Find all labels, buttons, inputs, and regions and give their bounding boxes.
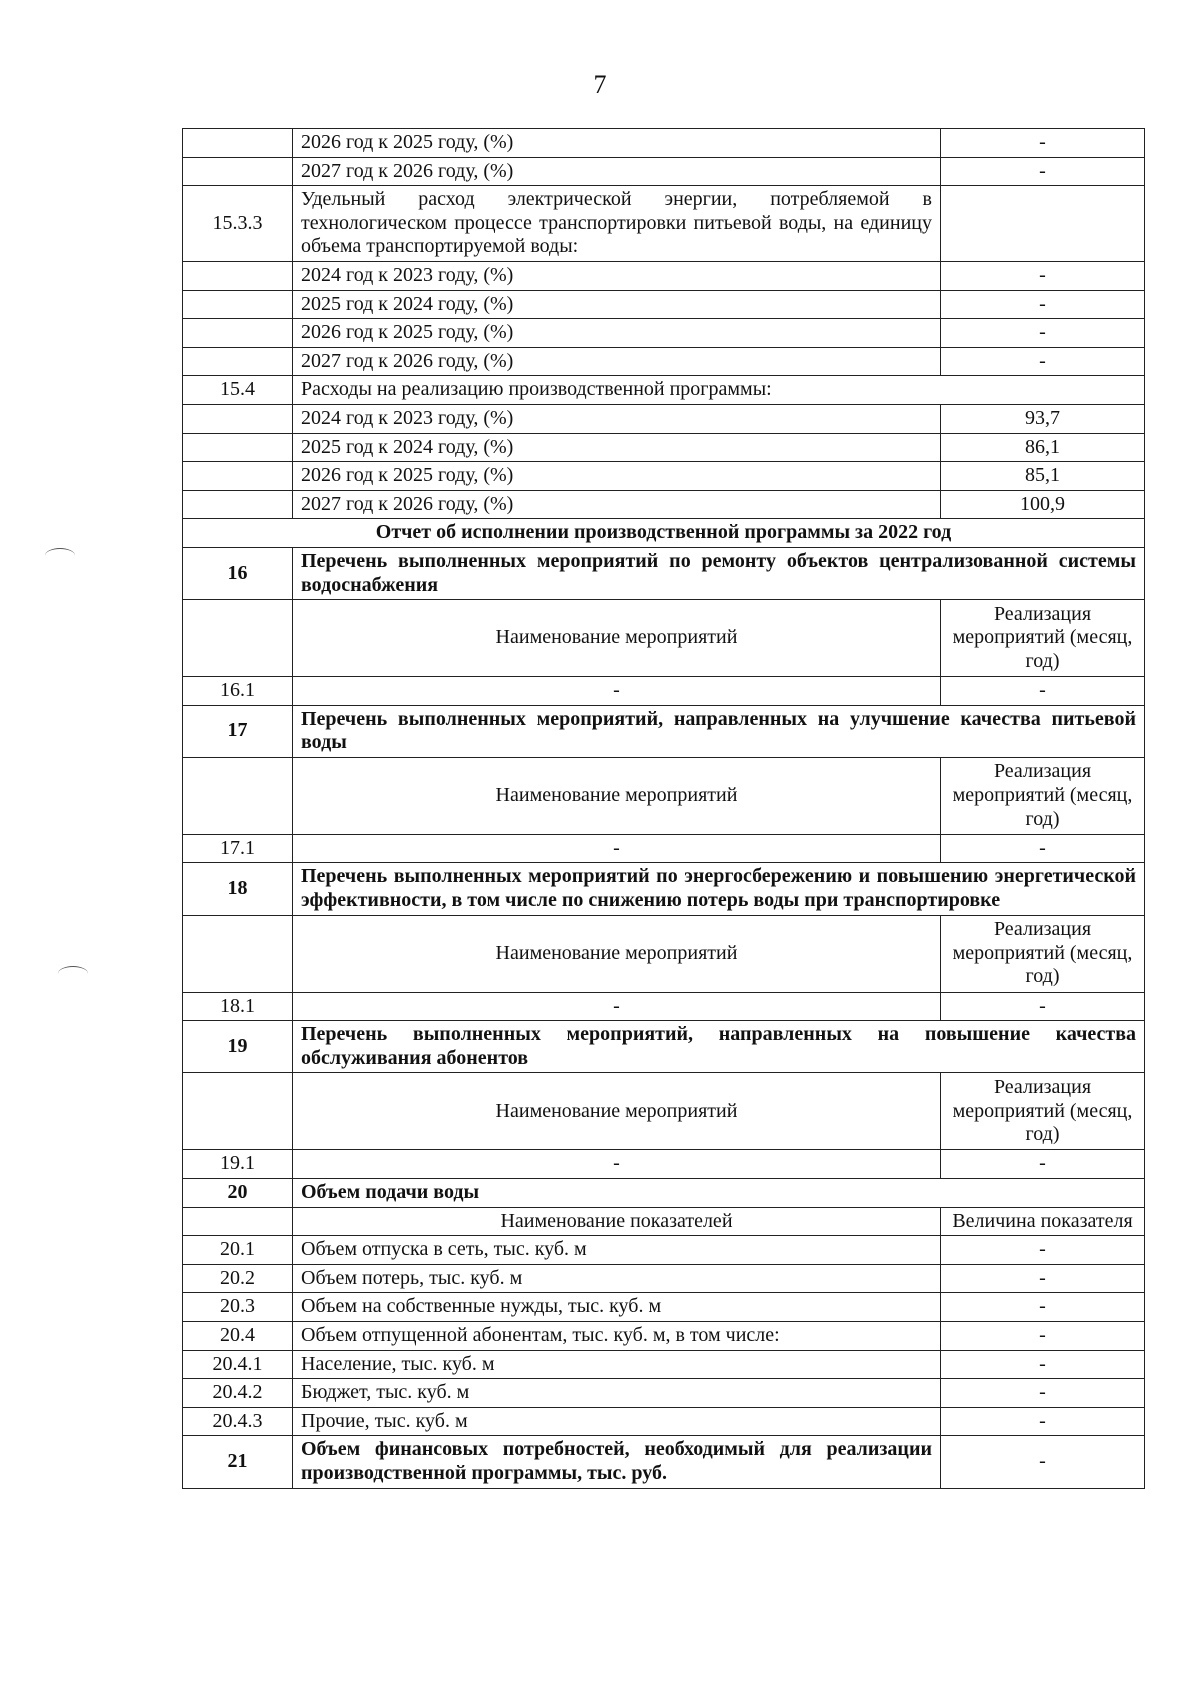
row-text: Население, тыс. куб. м [293, 1350, 941, 1379]
column-header-value: Величина показателя [941, 1207, 1145, 1236]
column-header-implementation: Реализация мероприятий (месяц, год) [941, 600, 1145, 677]
section-title: Объем подачи воды [293, 1179, 1145, 1208]
section-21-row [183, 1436, 1145, 1488]
empty-cell [183, 1207, 293, 1236]
page-number: 7 [593, 70, 607, 99]
row-number: 20.4.2 [183, 1379, 293, 1408]
table-row [183, 433, 1145, 462]
production-program-table [182, 128, 1145, 1489]
scan-mark [58, 966, 88, 981]
row-text: Расходы на реализацию производственной программы: [293, 376, 1145, 405]
table-row [183, 1236, 1145, 1265]
row-text: Объем отпуска в сеть, тыс. куб. м [293, 1236, 941, 1265]
row-text: 2026 год к 2025 году, (%) [293, 319, 941, 348]
scan-mark [45, 548, 75, 563]
row-number: 20.4.3 [183, 1407, 293, 1436]
empty-cell [183, 1073, 293, 1150]
section-title: Перечень выполненных мероприятий по энергосбережению и повышению энергетической эффективности, в том числе по снижению потерь воды при транспортировке [293, 863, 1145, 915]
row-value: - [941, 129, 1145, 158]
table-row [183, 1407, 1145, 1436]
column-header-row [183, 915, 1145, 992]
row-number: 20.2 [183, 1264, 293, 1293]
section-18-header [183, 863, 1145, 915]
section-title: Перечень выполненных мероприятий, направленных на повышение качества обслуживания абонентов [293, 1021, 1145, 1073]
report-title: Отчет об исполнении производственной программы за 2022 год [183, 519, 1145, 548]
section-number: 18 [183, 863, 293, 915]
row-value: 93,7 [941, 404, 1145, 433]
row-text: Прочие, тыс. куб. м [293, 1407, 941, 1436]
table-row [183, 157, 1145, 186]
row-number: 19.1 [183, 1150, 293, 1179]
row-number: 20.4 [183, 1322, 293, 1351]
row-text: 2026 год к 2025 году, (%) [293, 129, 941, 158]
report-title-row [183, 519, 1145, 548]
table-row [183, 290, 1145, 319]
table-row [183, 347, 1145, 376]
table-row [183, 129, 1145, 158]
section-number: 17 [183, 705, 293, 757]
row-text: 2027 год к 2026 году, (%) [293, 490, 941, 519]
section-title: Перечень выполненных мероприятий, направленных на улучшение качества питьевой воды [293, 705, 1145, 757]
row-value: - [941, 319, 1145, 348]
row-text: Объем потерь, тыс. куб. м [293, 1264, 941, 1293]
row-text: - [293, 834, 941, 863]
table-row [183, 261, 1145, 290]
row-number [183, 462, 293, 491]
row-value: - [941, 261, 1145, 290]
row-number [183, 347, 293, 376]
row-value: - [941, 290, 1145, 319]
row-value: 86,1 [941, 433, 1145, 462]
table-row [183, 1350, 1145, 1379]
section-number: 21 [183, 1436, 293, 1488]
row-value: - [941, 347, 1145, 376]
row-value [941, 186, 1145, 262]
row-text: - [293, 1150, 941, 1179]
row-number: 17.1 [183, 834, 293, 863]
empty-cell [183, 757, 293, 834]
row-number: 20.3 [183, 1293, 293, 1322]
table-row [183, 376, 1145, 405]
section-title: Объем финансовых потребностей, необходимый для реализации производственной программы, тыс. руб. [293, 1436, 941, 1488]
column-header-name: Наименование показателей [293, 1207, 941, 1236]
row-text: 2024 год к 2023 году, (%) [293, 404, 941, 433]
table-row [183, 1322, 1145, 1351]
row-value: - [941, 1379, 1145, 1408]
table-row [183, 834, 1145, 863]
column-header-name: Наименование мероприятий [293, 1073, 941, 1150]
section-16-header [183, 547, 1145, 599]
row-number: 20.1 [183, 1236, 293, 1265]
row-number [183, 490, 293, 519]
empty-cell [183, 915, 293, 992]
column-header-implementation: Реализация мероприятий (месяц, год) [941, 915, 1145, 992]
empty-cell [183, 600, 293, 677]
section-19-header [183, 1021, 1145, 1073]
row-value: - [941, 1436, 1145, 1488]
column-header-implementation: Реализация мероприятий (месяц, год) [941, 757, 1145, 834]
row-text: - [293, 677, 941, 706]
row-value: - [941, 677, 1145, 706]
row-number [183, 319, 293, 348]
row-text: 2027 год к 2026 году, (%) [293, 347, 941, 376]
table-row [183, 462, 1145, 491]
row-text: Удельный расход электрической энергии, потребляемой в технологическом процессе транспортировки питьевой воды, на единицу объема транспортируемой воды: [293, 186, 941, 262]
column-header-implementation: Реализация мероприятий (месяц, год) [941, 1073, 1145, 1150]
table-row [183, 490, 1145, 519]
table-row [183, 319, 1145, 348]
column-header-name: Наименование мероприятий [293, 757, 941, 834]
row-number [183, 433, 293, 462]
row-text: 2025 год к 2024 году, (%) [293, 433, 941, 462]
row-text: 2027 год к 2026 году, (%) [293, 157, 941, 186]
row-value: - [941, 1407, 1145, 1436]
row-text: 2026 год к 2025 году, (%) [293, 462, 941, 491]
section-number: 20 [183, 1179, 293, 1208]
row-value: - [941, 1150, 1145, 1179]
section-number: 19 [183, 1021, 293, 1073]
row-number [183, 157, 293, 186]
row-text: - [293, 992, 941, 1021]
row-text: Бюджет, тыс. куб. м [293, 1379, 941, 1408]
row-value: 100,9 [941, 490, 1145, 519]
row-value: - [941, 157, 1145, 186]
row-value: - [941, 834, 1145, 863]
table-row [183, 1264, 1145, 1293]
row-text: Объем на собственные нужды, тыс. куб. м [293, 1293, 941, 1322]
row-text: 2025 год к 2024 году, (%) [293, 290, 941, 319]
row-number [183, 129, 293, 158]
table-row [183, 186, 1145, 262]
row-text: 2024 год к 2023 году, (%) [293, 261, 941, 290]
row-value: - [941, 1264, 1145, 1293]
table-row [183, 1379, 1145, 1408]
table-row [183, 992, 1145, 1021]
row-value: 85,1 [941, 462, 1145, 491]
column-header-row [183, 600, 1145, 677]
row-value: - [941, 992, 1145, 1021]
column-header-row [183, 757, 1145, 834]
row-number [183, 404, 293, 433]
section-17-header [183, 705, 1145, 757]
column-header-row [183, 1073, 1145, 1150]
column-header-name: Наименование мероприятий [293, 915, 941, 992]
row-number: 18.1 [183, 992, 293, 1021]
row-text: Объем отпущенной абонентам, тыс. куб. м, в том числе: [293, 1322, 941, 1351]
row-value: - [941, 1350, 1145, 1379]
row-value: - [941, 1293, 1145, 1322]
section-20-header [183, 1179, 1145, 1208]
section-title: Перечень выполненных мероприятий по ремонту объектов централизованной системы водоснабжения [293, 547, 1145, 599]
column-header-name: Наименование мероприятий [293, 600, 941, 677]
row-number [183, 290, 293, 319]
row-number: 20.4.1 [183, 1350, 293, 1379]
row-number: 15.3.3 [183, 186, 293, 262]
row-number: 16.1 [183, 677, 293, 706]
table-row [183, 404, 1145, 433]
row-number: 15.4 [183, 376, 293, 405]
row-value: - [941, 1322, 1145, 1351]
table-row [183, 1150, 1145, 1179]
table-row [183, 677, 1145, 706]
column-header-row [183, 1207, 1145, 1236]
section-number: 16 [183, 547, 293, 599]
row-value: - [941, 1236, 1145, 1265]
table-row [183, 1293, 1145, 1322]
row-number [183, 261, 293, 290]
